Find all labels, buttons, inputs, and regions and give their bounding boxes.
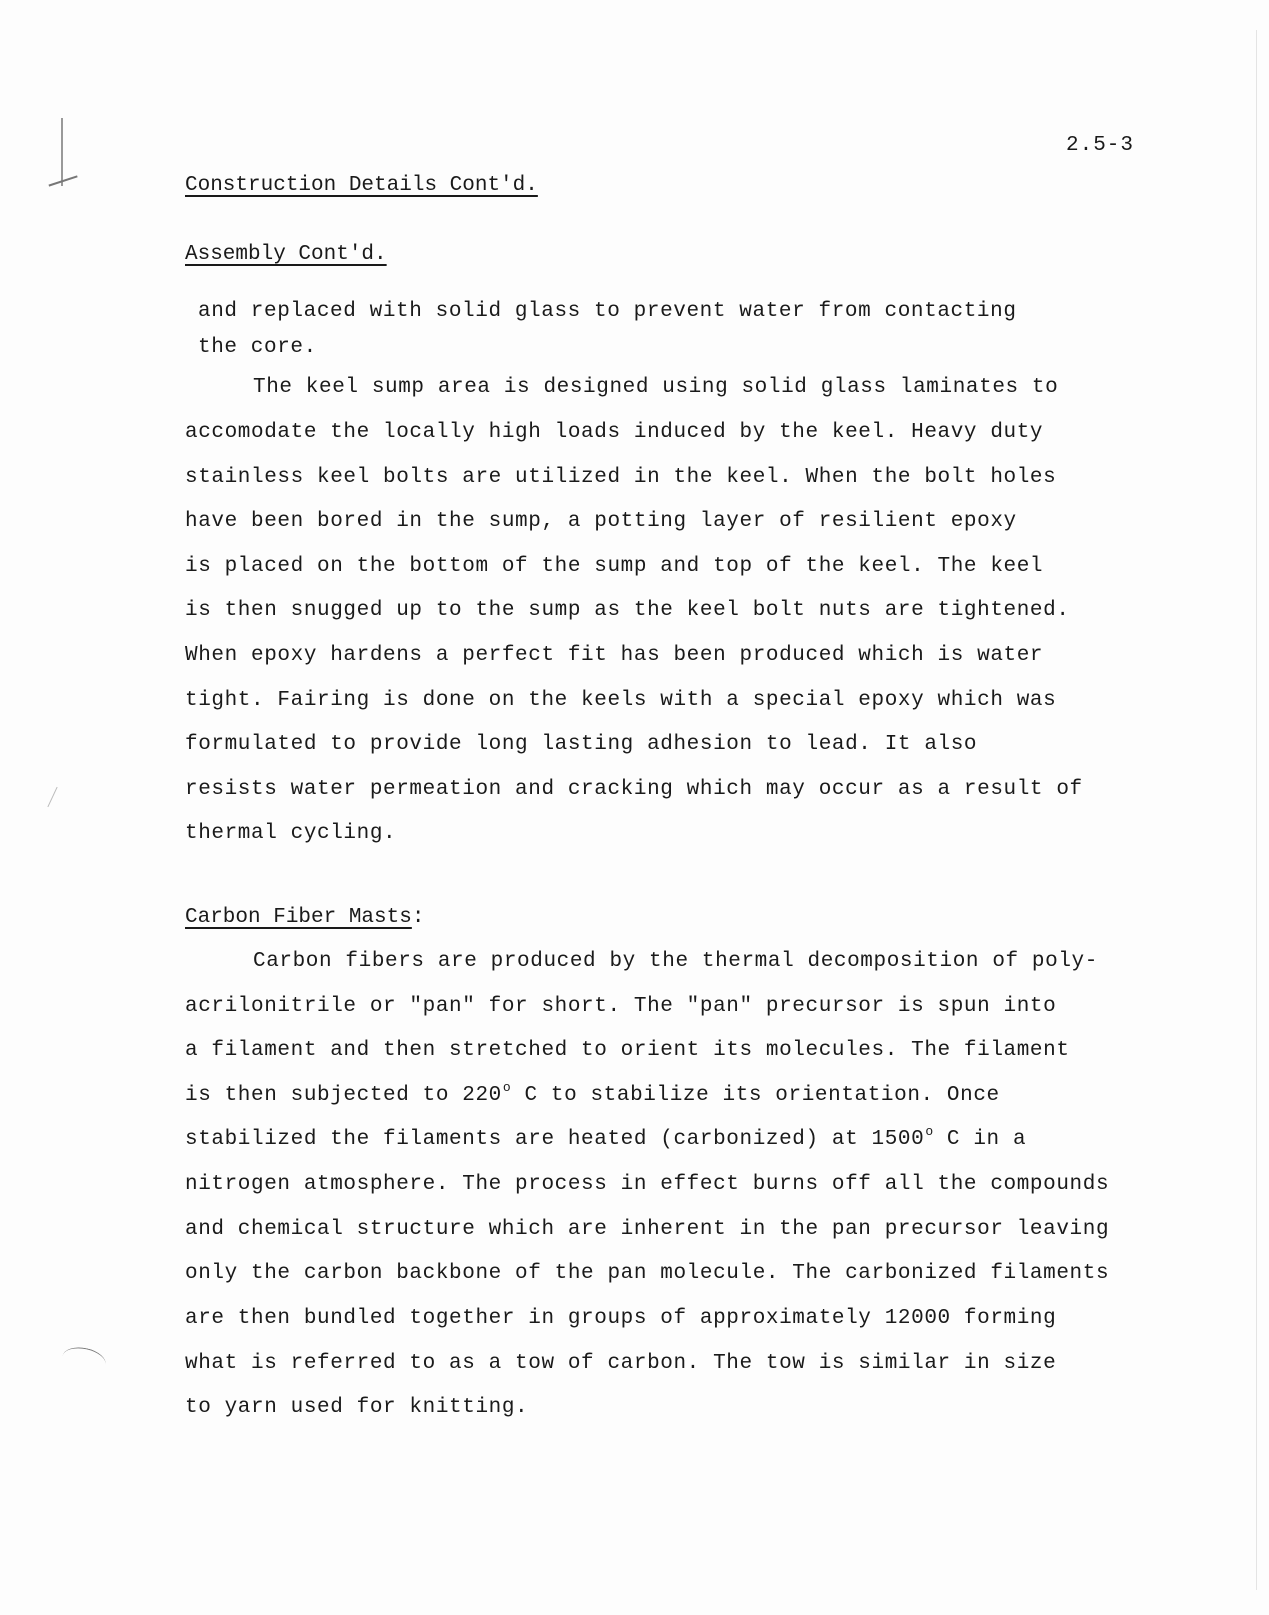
heading-colon: : xyxy=(411,906,425,929)
text-segment: C to stabilize its orientation. Once xyxy=(511,1084,1000,1107)
scan-mark-vertical xyxy=(61,118,63,186)
text-line: only the carbon backbone of the pan molecule. The carbonized filaments xyxy=(185,1262,1110,1285)
text-line: acrilonitrile or "pan" for short. The "pan" precursor is spun into xyxy=(185,995,1057,1018)
text-line: are then bundled together in groups of approximately 12000 forming xyxy=(185,1307,1057,1330)
degree-superscript: o xyxy=(502,1080,512,1095)
text-line: accomodate the locally high loads induced by the keel. Heavy duty xyxy=(185,421,1044,444)
section-heading-construction: Construction Details Cont'd. xyxy=(185,174,538,197)
text-line: The keel sump area is designed using solid glass laminates to xyxy=(253,376,1059,399)
text-line: thermal cycling. xyxy=(185,822,397,845)
text-line xyxy=(185,1080,1000,1107)
text-line: nitrogen atmosphere. The process in effect burns off all the compounds xyxy=(185,1173,1110,1196)
text-line: is placed on the bottom of the sump and top of the keel. The keel xyxy=(185,555,1044,578)
text-line: is then snugged up to the sump as the keel bolt nuts are tightened. xyxy=(185,599,1070,622)
scan-mark-slash xyxy=(47,787,57,807)
degree-superscript: o xyxy=(925,1124,934,1139)
text-line: When epoxy hardens a perfect fit has been produced which is water xyxy=(185,644,1044,667)
text-line: Carbon fibers are produced by the thermal decomposition of poly- xyxy=(253,950,1098,973)
text-line: formulated to provide long lasting adhesion to lead. It also xyxy=(185,733,978,756)
heading-text: Carbon Fiber Masts xyxy=(185,906,412,929)
text-line: tight. Fairing is done on the keels with a special epoxy which was xyxy=(185,689,1057,712)
text-line: and replaced with solid glass to prevent water from contacting xyxy=(198,300,1017,323)
scan-mark-stroke xyxy=(49,175,78,186)
text-line: have been bored in the sump, a potting layer of resilient epoxy xyxy=(185,510,1017,533)
section-heading-assembly: Assembly Cont'd. xyxy=(185,243,387,266)
text-line: to yarn used for knitting. xyxy=(185,1396,529,1419)
text-segment: is then subjected to 220 xyxy=(185,1084,502,1107)
text-segment: stabilized the filaments are heated (carbonized) at 1500 xyxy=(185,1128,925,1151)
text-line: a filament and then stretched to orient its molecules. The filament xyxy=(185,1039,1070,1062)
text-segment: C in a xyxy=(933,1128,1027,1151)
text-line: what is referred to as a tow of carbon. The tow is similar in size xyxy=(185,1352,1057,1375)
scan-edge-line xyxy=(1256,30,1257,1590)
text-line: resists water permeation and cracking which may occur as a result of xyxy=(185,778,1083,801)
text-line: and chemical structure which are inherent in the pan precursor leaving xyxy=(185,1218,1110,1241)
scan-mark-arc xyxy=(60,1344,108,1378)
text-line: the core. xyxy=(198,336,317,359)
text-line: stainless keel bolts are utilized in the keel. When the bolt holes xyxy=(185,466,1057,489)
text-line xyxy=(185,1124,1027,1151)
section-heading-carbon-fiber-masts xyxy=(185,906,424,929)
page-number: 2.5-3 xyxy=(1066,134,1135,157)
